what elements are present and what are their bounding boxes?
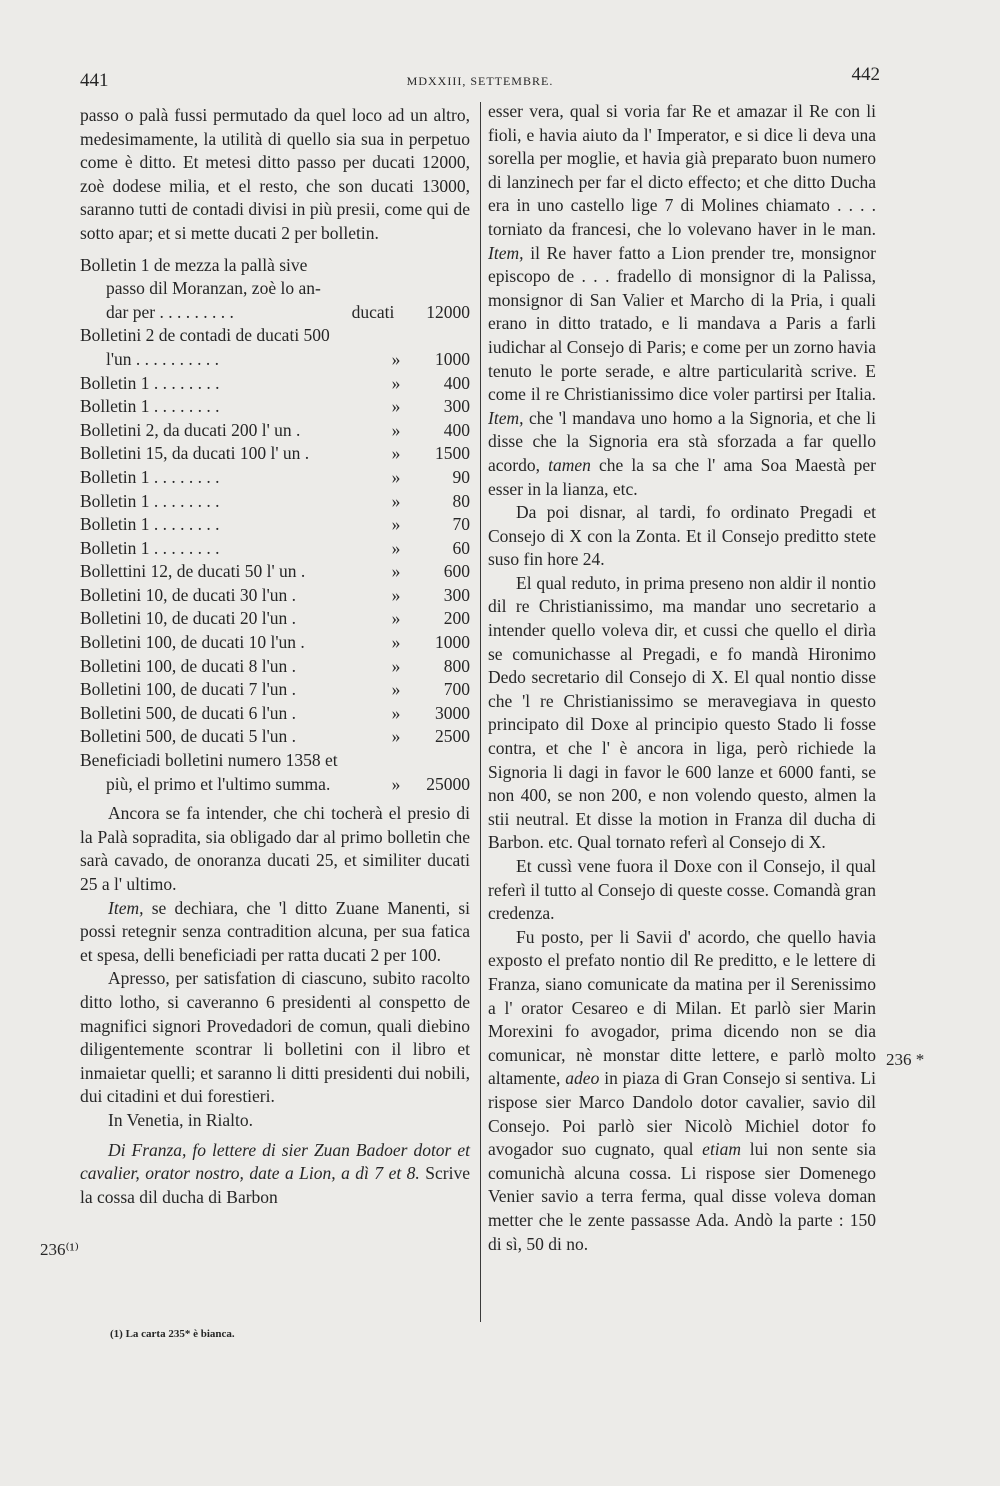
ledger-description: Bolletin 1 . . . . . . . . — [80, 514, 220, 535]
ledger-row — [80, 702, 470, 726]
ledger-amount: 1000 — [435, 348, 470, 369]
left-column — [80, 104, 470, 1209]
ledger-ditto-mark: » — [391, 632, 401, 653]
ledger-row — [80, 372, 470, 396]
ledger-ditto-mark: » — [391, 514, 401, 535]
ledger-amount: 60 — [452, 537, 470, 558]
ledger-amount: 25000 — [426, 773, 470, 794]
item-word: Item, — [488, 407, 524, 428]
tamen-word: tamen — [548, 454, 591, 475]
lottery-ledger — [80, 254, 470, 797]
ledger-description: Bolletini 100, de ducati 10 l'un . — [80, 632, 305, 653]
left-paragraph-3-text: se dechiara, che 'l ditto Zuane Manenti, si possi retegnir senza contradition alcuna, per sua fatica et spesa, delli beneficiadi per ratta ducati 2 per 100. — [80, 897, 470, 965]
right-p1-a: esser vera, qual si voria far Re et amazar il Re con li fioli, e havia aiuto da l' Imperator, e si dice li deva una sorella per moglie, et havia già preparato buon numero di lanzinech per far el dicto effecto; et che ditto Ducha era in uno castello lige 7 di Molines chiamato . . . . torniato da francesi, che lo volevano haver in le man. — [488, 101, 876, 239]
page-number-right: 442 — [851, 64, 880, 85]
left-paragraph-6-italic: Di Franza, fo lettere di sier Zuan Badoer dotor et cavalier, orator nostro, date a Lion, a dì 7 et 8. — [80, 1139, 470, 1184]
ledger-amount: 300 — [443, 584, 470, 605]
ledger-description: Bolletini 10, de ducati 30 l'un . — [80, 584, 297, 605]
ledger-description: Bolletini 100, de ducati 8 l'un . — [80, 655, 297, 676]
ledger-ditto-mark: » — [391, 679, 401, 700]
page-header — [80, 64, 880, 100]
ledger-amount: 200 — [443, 608, 470, 629]
ledger-description: più, el primo et l'ultimo summa. — [106, 773, 331, 794]
footnote: (1) La carta 235* è bianca. — [110, 1328, 235, 1340]
etiam-word: etiam — [702, 1139, 742, 1160]
ledger-ditto-mark: » — [391, 773, 401, 794]
left-paragraph-1: passo o palà fussi permutado da quel loco ad un altro, medesimamente, la utilità di quello sia sua in perpetuo come è ditto. Et metesi ditto passo per ducati 12000, zoè dodese milia, et el resto, che son ducati 13000, saranno tutti de contadi divisi in più presii, come qui de sotto apar; et si mette ducati 2 per bolletin. — [80, 105, 470, 243]
ledger-ditto-mark: » — [391, 561, 401, 582]
ledger-amount: 400 — [443, 372, 470, 393]
ledger-ditto-mark: » — [391, 655, 401, 676]
ledger-description: l'un . . . . . . . . . . — [106, 348, 220, 369]
left-paragraph-4: Apresso, per satisfation di ciascuno, subito racolto ditto lotho, si caveranno 6 presidenti al conspetto de magnifici signori Provedadori de comun, quali diebino diligentemente scontrar li bolletini con il libro et inmaietar quelli; et saranno li ditti presidenti dui nobili, dui citadini et dui forestieri. — [80, 968, 470, 1107]
adeo-word: adeo — [565, 1068, 600, 1089]
ledger-ditto-mark: » — [391, 466, 401, 487]
right-p1-d: che la sa che l' ama Soa Maestà per esser in la lianza, etc. — [488, 454, 877, 499]
ledger-ditto-mark: ducati — [351, 301, 395, 322]
right-p1-c: che 'l mandava uno homo a la Signoria, et che li disse che la Signoria era stà sforzada a far quello acordo, — [488, 407, 877, 475]
ledger-description: Bolletin 1 . . . . . . . . — [80, 537, 220, 558]
ledger-description: Bolletini 2 de contadi de ducati 500 — [80, 325, 330, 346]
running-head: MDXXIII, SETTEMBRE. — [406, 74, 554, 88]
ledger-description: Bolletini 2, da ducati 200 l' un . — [80, 419, 301, 440]
ledger-ditto-mark: » — [391, 419, 401, 440]
ledger-ditto-mark: » — [391, 537, 401, 558]
right-paragraph-1 — [488, 100, 876, 501]
ledger-row — [80, 442, 470, 466]
ledger-row — [80, 348, 470, 372]
right-paragraph-5 — [488, 926, 876, 1256]
ledger-ditto-mark: » — [391, 702, 401, 723]
ledger-description: Bolletin 1 de mezza la pallà sive — [80, 254, 308, 275]
ledger-description: Bolletini 500, de ducati 6 l'un . — [80, 702, 297, 723]
marginal-note-left: 236⁽¹⁾ — [40, 1240, 79, 1259]
ledger-row — [80, 324, 470, 348]
ledger-description: Bolletini 15, da ducati 100 l' un . — [80, 443, 310, 464]
ledger-ditto-mark: » — [391, 372, 401, 393]
ledger-amount: 700 — [443, 679, 470, 700]
ledger-row — [80, 631, 470, 655]
ledger-ditto-mark: » — [391, 490, 401, 511]
ledger-amount: 80 — [452, 490, 470, 511]
ledger-ditto-mark: » — [391, 443, 401, 464]
left-paragraph-5: In Venetia, in Rialto. — [108, 1109, 253, 1130]
ledger-ditto-mark: » — [391, 726, 401, 747]
ledger-description: dar per . . . . . . . . . — [106, 301, 234, 322]
ledger-row — [80, 749, 470, 773]
ledger-row — [80, 254, 470, 278]
ledger-row — [80, 301, 470, 325]
ledger-row — [80, 395, 470, 419]
ledger-ditto-mark: » — [391, 396, 401, 417]
ledger-row — [80, 513, 470, 537]
ledger-row — [80, 655, 470, 679]
ledger-row — [80, 725, 470, 749]
right-paragraph-4: Et cussì vene fuora il Doxe con il Consejo, il qual referì il tutto al Consejo di queste cosse. Comandà gran credenza. — [488, 856, 876, 924]
ledger-amount: 12000 — [426, 301, 470, 322]
ledger-description: passo dil Moranzan, zoè lo an- — [106, 278, 321, 299]
ledger-amount: 90 — [452, 466, 470, 487]
ledger-row — [80, 773, 470, 797]
ledger-row — [80, 490, 470, 514]
page-number-left: 441 — [80, 70, 109, 91]
ledger-amount: 800 — [443, 655, 470, 676]
ledger-description: Beneficiadi bolletini numero 1358 et — [80, 750, 338, 771]
ledger-description: Bolletin 1 . . . . . . . . — [80, 490, 220, 511]
ledger-amount: 1500 — [435, 443, 470, 464]
ledger-description: Bolletin 1 . . . . . . . . — [80, 466, 220, 487]
left-paragraph-2: Ancora se fa intender, che chi tocherà el presio di la Palà sopradita, sia obligado dar al primo bolletin che sarà cavado, de onoranza ducati 25, et similiter ducati 25 a l' ultimo. — [80, 803, 470, 894]
ledger-row — [80, 560, 470, 584]
ledger-ditto-mark: » — [391, 584, 401, 605]
column-divider — [480, 102, 481, 1322]
ledger-amount: 3000 — [435, 702, 470, 723]
left-paragraph-6 — [80, 1139, 470, 1210]
right-p5-b: in piaza di Gran Consejo si sentiva. Li rispose sier Marco Dandolo dotor cavalier, savio dil Consejo. Poi parlò sier Nicolò Michiel dotor fo avogador suo cugnato, qual — [488, 1068, 877, 1160]
ledger-amount: 2500 — [435, 726, 470, 747]
right-paragraph-3: El qual reduto, in prima preseno non aldir il nontio dil re Christianissimo, ma mandar uno secretario a intender quello voleva dir, et cussi che quello el dirìa se comunichasse al Pregadi, e fo mandà Hironimo Dedo secretario dil Consejo di X. El qual nontio disse che 'l re Christianissimo se meravegiava in questo principato dil Doxe al principio questo Stado li fosse contra, et che l' è ancora in liga, però richiede la Signoria li dagi in favor le 600 lanze et 6000 fanti, se non 400, se non 200, e non volendo questo, almen la stii neutral. Et disse la motion in Franza dil ducha di Barbon. etc. Qual tornato referì al Consejo di X. — [488, 572, 876, 853]
ledger-row — [80, 277, 470, 301]
right-p1-b: il Re haver fatto a Lion prender tre, monsignor episcopo de . . . fradello di monsignor di la Palissa, monsignor di San Valier et Marcho di la Pria, i quali erano in ditto tratado, e li mandava a Paris a farli iudichar al Consejo di Paris; e come per un zorno havia tenuto le porte serade, e altre particularità scrive. E come il re Christianissimo dice voler partirsi per Italia. — [488, 242, 876, 405]
ledger-amount: 1000 — [435, 632, 470, 653]
right-p5-c: lui non sente sia comunichà alcuna cossa. Li rispose sier Domenego Venier savio a terra ferma, qual disse voleva doman metter che le zente passasse Ada. Andò la parte : 150 di sì, 50 di no. — [488, 1139, 877, 1254]
right-column — [488, 100, 876, 1256]
item-word: Item, — [488, 242, 524, 263]
ledger-ditto-mark: » — [391, 348, 401, 369]
ledger-amount: 300 — [443, 396, 470, 417]
ledger-amount: 70 — [452, 514, 470, 535]
ledger-ditto-mark: » — [391, 608, 401, 629]
ledger-description: Bolletin 1 . . . . . . . . — [80, 372, 220, 393]
item-word: Item, — [108, 897, 144, 918]
ledger-row — [80, 419, 470, 443]
right-p5-a: Fu posto, per li Savii d' acordo, che quello havia exposto el prefato nontio dil Re preditto, e le lettere di Franza, siano comunicate da matina per il Serenissimo a l' orator Cesareo e di Milan. Et parlò sier Marin Morexini fo avogador, prima dicendo non se dia comunicar, nè monstar ditte lettere, e parlò molto altamente, — [488, 926, 876, 1089]
ledger-row — [80, 607, 470, 631]
ledger-amount: 600 — [443, 561, 470, 582]
left-paragraph-3 — [80, 897, 470, 968]
ledger-description: Bolletini 500, de ducati 5 l'un . — [80, 726, 297, 747]
left-paragraph-6-text: Scrive la cossa dil ducha di Barbon — [80, 1163, 470, 1207]
ledger-row — [80, 678, 470, 702]
marginal-note-right: 236 * — [886, 1050, 925, 1069]
ledger-row — [80, 466, 470, 490]
ledger-row — [80, 537, 470, 561]
right-paragraph-2: Da poi disnar, al tardi, fo ordinato Pregadi et Consejo di X con la Zonta. Et il Consejo preditto stete suso fin hore 24. — [488, 502, 876, 570]
ledger-row — [80, 584, 470, 608]
ledger-amount: 400 — [443, 419, 470, 440]
ledger-description: Bolletin 1 . . . . . . . . — [80, 396, 220, 417]
ledger-description: Bolletini 10, de ducati 20 l'un . — [80, 608, 297, 629]
ledger-description: Bollettini 12, de ducati 50 l' un . — [80, 561, 306, 582]
ledger-description: Bolletini 100, de ducati 7 l'un . — [80, 679, 297, 700]
